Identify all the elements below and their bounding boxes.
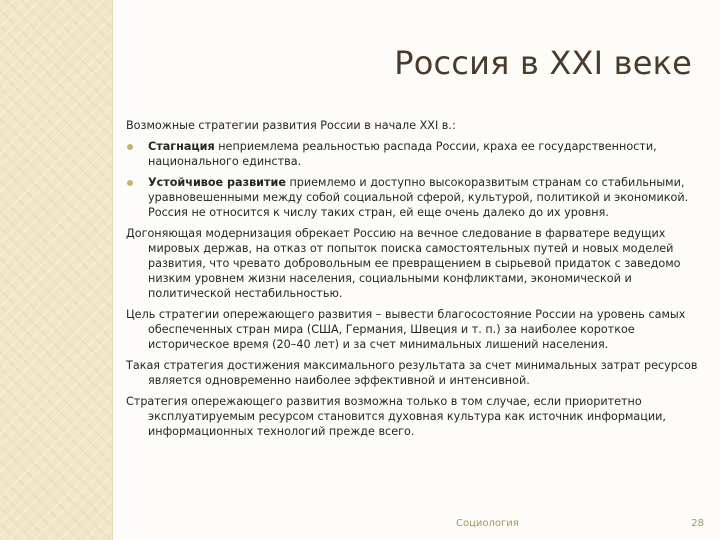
paragraph-catch-up-modernization: Догоняющая модернизация обрекает Россию на вечное следование в фарватере ведущих мировых держав, на отказ от попыток поиска самостоятельных путей и новых моделей развития, что чревато добровольным ее превращением в сырьевой придаток с заведомо низким уровнем жизни населения, социальными конфликтами, экономической и политической нестабильностью. — [126, 227, 681, 300]
footer-subject: Социология — [456, 518, 519, 529]
slide-body — [126, 118, 704, 445]
bullet-dot-icon — [127, 144, 133, 150]
paragraph-advanced-strategy-goal: Цель стратегии опережающего развития – вывести благосостояние России на уровень самых обеспеченных стран мира (США, Германия, Швеция и т. п.) за наиболее короткое историческое время (20–40 лет) и за счет минимальных лишений населения. — [126, 308, 686, 351]
list-item-stagnation — [126, 139, 704, 169]
bullet-text: неприемлема реальностью распада России, краха ее государственности, национального единства. — [148, 140, 657, 168]
decorative-side-panel — [0, 0, 112, 540]
bullet-dot-icon — [127, 180, 133, 186]
paragraph-strategy-condition: Стратегия опережающего развития возможна только в том случае, если приоритетно эксплуатируемым ресурсом становится духовная культура как источник информации, информационных технологий прежде всего. — [126, 395, 666, 438]
bullet-term: Стагнация — [148, 140, 215, 153]
list-item-sustainable-development — [126, 175, 704, 220]
strategy-list — [126, 139, 704, 220]
intro-text: Возможные стратегии развития России в начале XXI в.: — [126, 119, 456, 132]
slide-title: Россия в XXI веке — [394, 44, 692, 82]
bullet-text: приемлемо и доступно высокоразвитым странам со стабильными, уравновешенными между собой социальной сферой, культурой, политикой и экономикой. Россия не относится к числу таких стран, ей еще очень далеко до их уровня. — [148, 176, 689, 219]
paragraph-strategy-efficiency: Такая стратегия достижения максимального результата за счет минимальных затрат ресурсов является одновременно наиболее эффективной и интенсивной. — [126, 359, 698, 387]
page-number: 28 — [691, 518, 704, 529]
bullet-term: Устойчивое развитие — [148, 176, 286, 189]
